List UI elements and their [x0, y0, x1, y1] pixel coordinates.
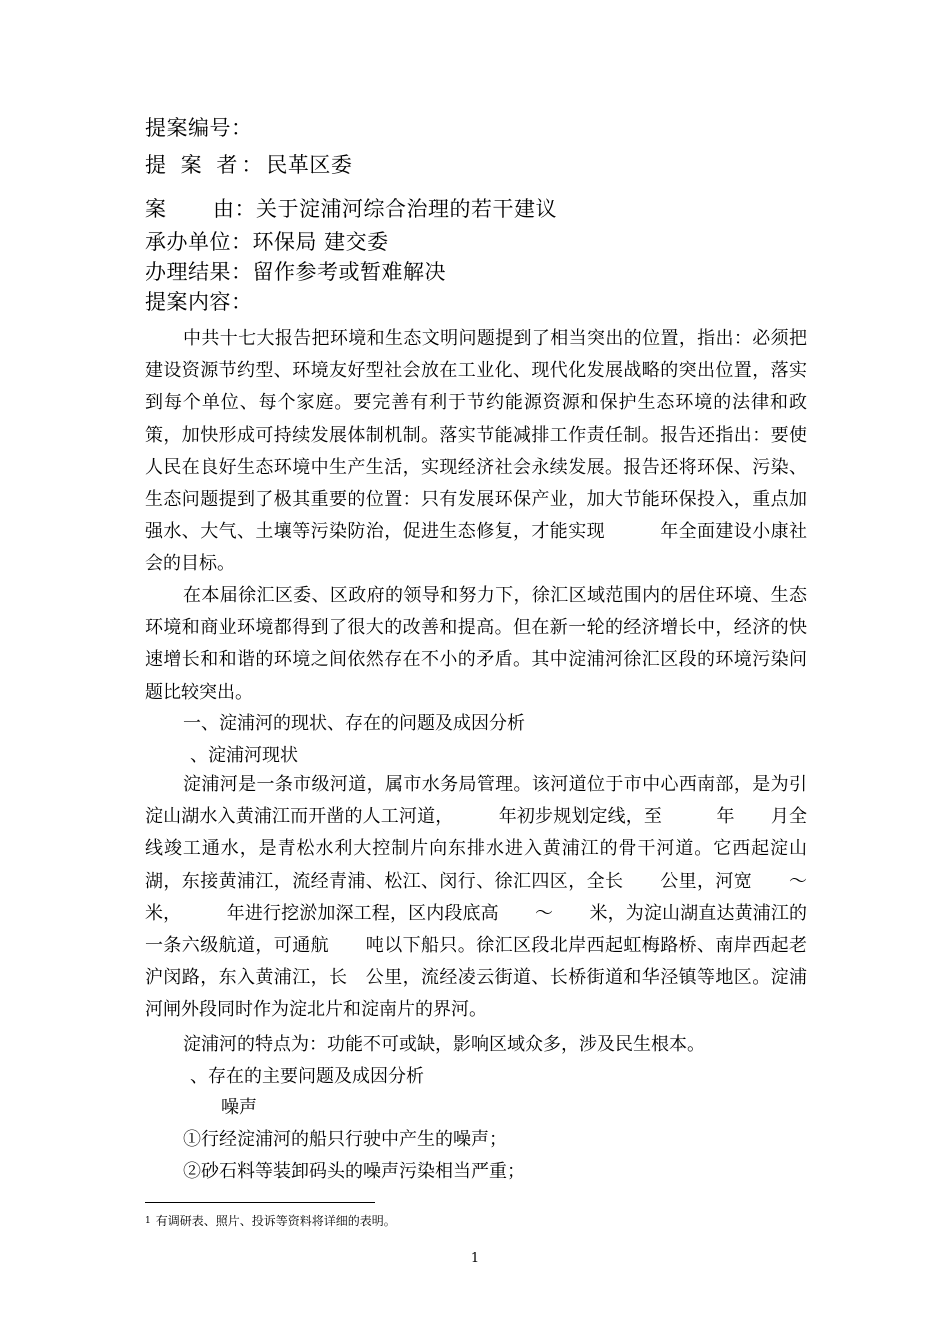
- paragraph-2: 在本届徐汇区委、区政府的领导和努力下，徐汇区域范围内的居住环境、生态环境和商业环境都得到了很大的改善和提高。但在新一轮的经济增长中，经济的快速增长和和谐的环境之间依然存在不小的矛盾。其中淀浦河徐汇区段的环境污染问题比较突出。: [145, 585, 807, 703]
- proposer-value: 民革区委: [266, 153, 353, 177]
- reason-value: 关于淀浦河综合治理的若干建议: [256, 197, 557, 221]
- paragraph-4: 淀浦河的特点为：功能不可或缺，影响区域众多，涉及民生根本。: [183, 1034, 705, 1055]
- content-row: [145, 288, 253, 316]
- list-item-2: ②砂石料等装卸码头的噪声污染相当严重；: [183, 1161, 525, 1182]
- reason-label-first: 案: [145, 197, 167, 221]
- footnote-text: 有调研表、照片、投诉等资料将详细的表明。: [155, 1214, 396, 1228]
- content-label: 提案内容：: [145, 290, 253, 314]
- handler-label: 承办单位：: [145, 230, 253, 254]
- result-value: 留作参考或暂难解决: [252, 260, 446, 284]
- footnote-separator: [145, 1202, 375, 1203]
- reason-label-second: 由：: [213, 197, 256, 221]
- result-label: 办理结果：: [145, 260, 253, 284]
- footnote: [145, 1212, 396, 1230]
- topic-heading-noise: 噪声: [221, 1097, 257, 1118]
- subsection-heading-2: 、存在的主要问题及成因分析: [190, 1066, 424, 1087]
- reason-row: [145, 195, 557, 223]
- paragraph-3: 淀浦河是一条市级河道，属市水务局管理。该河道位于市中心西南部，是为引淀山湖水入黄浦江而开凿的人工河道， 年初步规划定线，至 年 月全线竣工通水，是青松水利大控制片向东排水进入黄浦江的骨干河道。它西起淀山湖，东接黄浦江，流经青浦、松江、闵行、徐汇四区，全长 公里，河宽 ～ 米， 年进行挖淤加深工程，区内段底高 ～ 米，为淀山湖直达黄浦江的一条六级航道，可通航 吨以下船只。徐汇区段北岸西起虹梅路桥、南岸西起老沪闵路，东入黄浦江，长 公里，流经凌云街道、长桥街道和华泾镇等地区。淀浦河闸外段同时作为淀北片和淀南片的界河。: [145, 774, 843, 1021]
- result-row: [145, 258, 446, 286]
- proposal-number-label: 提案编号：: [145, 116, 253, 140]
- footnote-mark: 1: [145, 1216, 151, 1226]
- subsection-heading-1: 、淀浦河现状: [190, 745, 298, 766]
- handler-value: 环保局 建交委: [252, 230, 389, 254]
- proposer-row: [145, 151, 352, 179]
- paragraph-1: 中共十七大报告把环境和生态文明问题提到了相当突出的位置，指出：必须把建设资源节约型、环境友好型社会放在工业化、现代化发展战略的突出位置，落实到每个单位、每个家庭。要完善有利于节约能源资源和保护生态环境的法律和政策，加快形成可持续发展体制机制。落实节能减排工作责任制。报告还指出：要使人民在良好生态环境中生产生活，实现经济社会永续发展。报告还将环保、污染、生态问题提到了极其重要的位置：只有发展环保产业，加大节能环保投入，重点加强水、大气、土壤等污染防治，促进生态修复，才能实现 年全面建设小康社会的目标。: [145, 328, 807, 575]
- proposal-number-row: [145, 114, 253, 142]
- list-item-1: ①行经淀浦河的船只行驶中产生的噪声；: [183, 1129, 507, 1150]
- handler-row: [145, 228, 389, 256]
- page-number: 1: [470, 1251, 480, 1266]
- proposer-label: 提 案 者：: [145, 153, 267, 177]
- section-heading-1: 一、淀浦河的现状、存在的问题及成因分析: [183, 713, 525, 734]
